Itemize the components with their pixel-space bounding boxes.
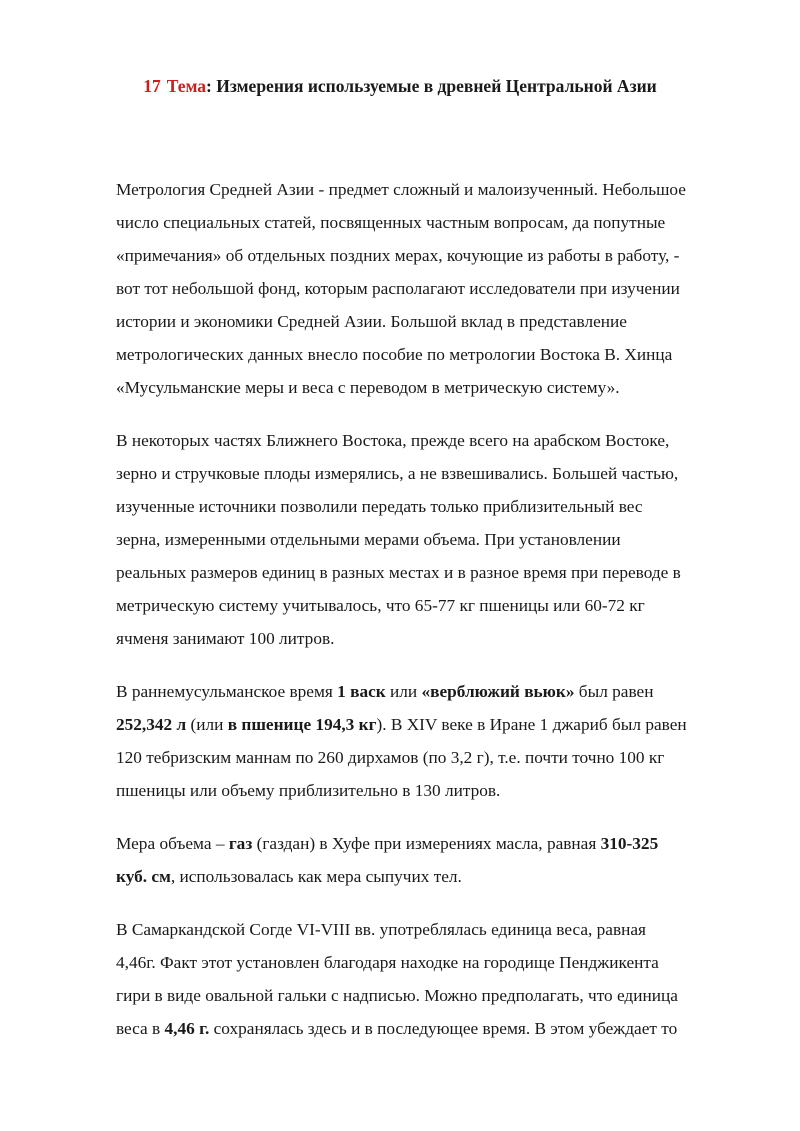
- text-run: В Самаркандской Согде VI-VIII вв. употреблялась единица веса, равная: [116, 920, 646, 939]
- text-line: [116, 774, 756, 807]
- text-run: 4,46г. Факт этот установлен благодаря находке на городище Пенджикента: [116, 953, 659, 972]
- text-run: Метрология Средней Азии - предмет сложный и малоизученный. Небольшое: [116, 180, 686, 199]
- title-colon: :: [206, 76, 212, 96]
- text-line: [116, 946, 756, 979]
- text-line: [116, 979, 756, 1012]
- topic-number: 17: [143, 76, 161, 96]
- text-line: [116, 305, 756, 338]
- text-line: [116, 239, 756, 272]
- text-run: число специальных статей, посвященных частным вопросам, да попутные: [116, 213, 666, 232]
- text-run: В раннемусульманское время: [116, 682, 338, 701]
- text-line: [116, 523, 756, 556]
- text-run: сохранялась здесь и в последующее время. В этом убеждает то: [209, 1019, 678, 1038]
- text-run: или: [385, 682, 422, 701]
- topic-label: Тема: [166, 76, 207, 96]
- page-title: [0, 76, 800, 97]
- text-run: изученные источники позволили передать только приблизительный вес: [116, 497, 643, 516]
- text-run: Мера объема –: [116, 834, 229, 853]
- text-line: [116, 173, 756, 206]
- title-text: Измерения используемые в древней Центральной Азии: [216, 76, 657, 96]
- text-run: вот тот небольшой фонд, которым располагают исследователи при изучении: [116, 279, 680, 298]
- text-line: [116, 589, 756, 622]
- text-line: [116, 860, 756, 893]
- text-line: [116, 457, 756, 490]
- text-run: гири в виде овальной гальки с надписью. Можно предполагать, что единица: [116, 986, 678, 1005]
- text-run: «примечания» об отдельных поздних мерах, кочующие из работы в работу, -: [116, 246, 680, 265]
- bold-text: 252,342 л: [116, 715, 187, 734]
- text-run: зерно и стручковые плоды измерялись, а не взвешивались. Большей частью,: [116, 464, 679, 483]
- paragraph: [116, 913, 756, 1045]
- bold-text: 310-325: [600, 834, 659, 853]
- text-line: [116, 490, 756, 523]
- text-run: пшеницы или объему приблизительно в 130 литров.: [116, 781, 501, 800]
- text-line: [116, 1012, 756, 1045]
- text-run: , использовалась как мера сыпучих тел.: [170, 867, 462, 886]
- text-run: (газдан) в Хуфе при измерениях масла, равная: [252, 834, 601, 853]
- text-run: В некоторых частях Ближнего Востока, прежде всего на арабском Востоке,: [116, 431, 670, 450]
- bold-text: 1 васк: [337, 682, 386, 701]
- bold-text: «верблюжий вьюк»: [421, 682, 575, 701]
- text-line: [116, 272, 756, 305]
- text-line: [116, 708, 756, 741]
- text-run: 120 тебризским маннам по 260 дирхамов (по 3,2 г), т.е. почти точно 100 кг: [116, 748, 665, 767]
- bold-text: 4,46 г.: [164, 1019, 210, 1038]
- bold-text: куб. см: [116, 867, 171, 886]
- text-line: [116, 913, 756, 946]
- text-run: метрологических данных внесло пособие по метрологии Востока В. Хинца: [116, 345, 673, 364]
- text-run: метрическую систему учитывалось, что 65-77 кг пшеницы или 60-72 кг: [116, 596, 645, 615]
- paragraph: [116, 173, 756, 404]
- bold-text: в пшенице 194,3 кг: [227, 715, 377, 734]
- text-run: был равен: [574, 682, 654, 701]
- text-run: истории и экономики Средней Азии. Большой вклад в представление: [116, 312, 627, 331]
- document-body: [116, 173, 756, 1065]
- text-run: ячменя занимают 100 литров.: [116, 629, 335, 648]
- paragraph: [116, 675, 756, 807]
- text-run: «Мусульманские меры и веса с переводом в метрическую систему».: [116, 378, 620, 397]
- text-run: ). В XIV веке в Иране 1 джариб был равен: [376, 715, 687, 734]
- text-line: [116, 424, 756, 457]
- text-line: [116, 371, 756, 404]
- text-run: реальных размеров единиц в разных местах и в разное время при переводе в: [116, 563, 681, 582]
- text-line: [116, 741, 756, 774]
- text-line: [116, 827, 756, 860]
- bold-text: газ: [228, 834, 253, 853]
- text-line: [116, 622, 756, 655]
- text-line: [116, 338, 756, 371]
- paragraph: [116, 424, 756, 655]
- text-line: [116, 206, 756, 239]
- text-run: зерна, измеренными отдельными мерами объема. При установлении: [116, 530, 621, 549]
- paragraph: [116, 827, 756, 893]
- text-line: [116, 556, 756, 589]
- text-run: веса в: [116, 1019, 165, 1038]
- text-run: (или: [186, 715, 228, 734]
- text-line: [116, 675, 756, 708]
